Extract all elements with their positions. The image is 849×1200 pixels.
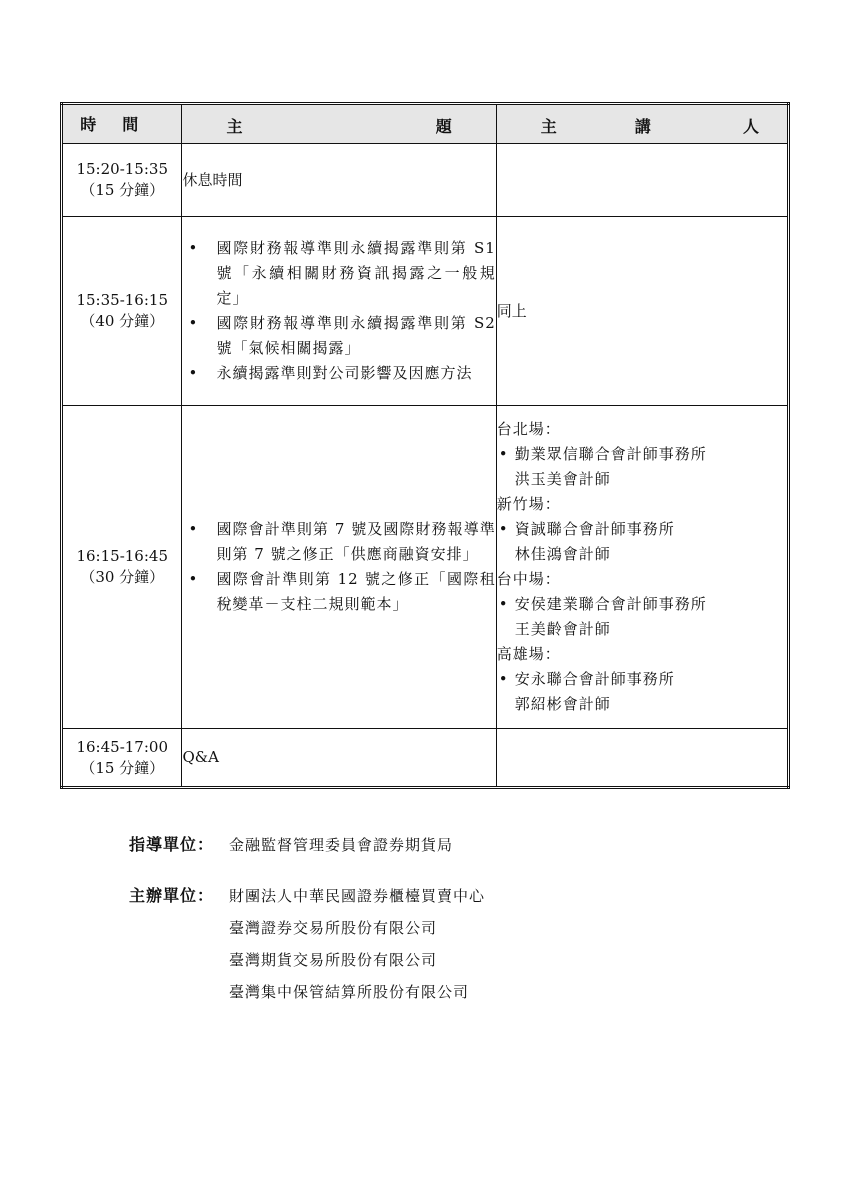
time-range: 16:45-17:00 bbox=[76, 737, 168, 756]
speaker-name: 王美齡會計師 bbox=[514, 620, 611, 638]
guide-line bbox=[129, 832, 485, 858]
speaker-cell bbox=[496, 729, 788, 788]
header-speaker-char-3: 人 bbox=[742, 117, 759, 136]
topic-cell bbox=[182, 144, 496, 217]
topic-cell bbox=[182, 406, 496, 729]
duration: （40 分鐘） bbox=[80, 312, 165, 330]
duration: （15 分鐘） bbox=[80, 758, 165, 777]
topic-list bbox=[182, 236, 495, 386]
header-speaker-char-1: 主 bbox=[540, 117, 557, 136]
topic-item: • 國際會計準則第 12 號之修正「國際租稅變革－支柱二規則範本」 bbox=[182, 567, 495, 617]
guide-org: 金融監督管理委員會證券期貨局 bbox=[229, 836, 454, 854]
topic-item: • 永續揭露準則對公司影響及因應方法 bbox=[182, 361, 495, 386]
host-line bbox=[129, 880, 485, 912]
host-org: 臺灣集中保管結算所股份有限公司 bbox=[229, 983, 470, 1001]
header-speaker bbox=[496, 104, 788, 144]
speaker-cell bbox=[496, 144, 788, 217]
speaker-cell bbox=[496, 217, 788, 406]
topic-cell bbox=[182, 729, 496, 788]
host-org: 臺灣期貨交易所股份有限公司 bbox=[229, 951, 438, 969]
venue-label: 台中場： bbox=[496, 570, 561, 588]
topic-text: Q&A bbox=[182, 748, 219, 766]
guide-label: 指導單位： bbox=[129, 835, 215, 854]
firm-name: • 安永聯合會計師事務所 bbox=[497, 667, 787, 692]
header-topic-char-1: 主 bbox=[226, 117, 243, 136]
topic-cell bbox=[182, 217, 496, 406]
header-time: 時間 bbox=[62, 104, 182, 144]
time-range: 16:15-16:45 bbox=[76, 547, 168, 565]
time-range: 15:35-16:15 bbox=[76, 291, 168, 309]
firm-name: • 勤業眾信聯合會計師事務所 bbox=[497, 442, 787, 467]
host-org: 財團法人中華民國證券櫃檯買賣中心 bbox=[229, 887, 486, 905]
table-row bbox=[62, 144, 789, 217]
time-cell bbox=[62, 406, 182, 729]
topic-item: • 國際財務報導準則永續揭露準則第 S1 號「永續相關財務資訊揭露之一般規定」 bbox=[182, 236, 495, 311]
speaker-name: 郭紹彬會計師 bbox=[514, 695, 611, 713]
header-speaker-char-2: 講 bbox=[634, 117, 651, 136]
host-label: 主辦單位： bbox=[129, 886, 215, 905]
table-row bbox=[62, 729, 789, 788]
time-cell bbox=[62, 217, 182, 406]
host-line bbox=[129, 976, 485, 1008]
duration: （15 分鐘） bbox=[80, 181, 165, 199]
header-topic bbox=[182, 104, 496, 144]
header-row bbox=[62, 104, 789, 144]
host-line bbox=[129, 912, 485, 944]
venue-label: 新竹場： bbox=[496, 495, 561, 513]
time-cell bbox=[62, 729, 182, 788]
topic-list bbox=[182, 517, 495, 617]
speaker-text: 同上 bbox=[496, 301, 527, 320]
firm-name: • 安侯建業聯合會計師事務所 bbox=[497, 592, 787, 617]
agenda-table bbox=[60, 102, 790, 789]
duration: （30 分鐘） bbox=[80, 568, 165, 586]
venue-label: 高雄場： bbox=[496, 645, 561, 663]
host-org: 臺灣證券交易所股份有限公司 bbox=[229, 919, 438, 937]
topic-text: 休息時間 bbox=[182, 170, 243, 189]
venue-label: 台北場： bbox=[496, 420, 561, 438]
table-row bbox=[62, 217, 789, 406]
topic-item: • 國際會計準則第 7 號及國際財務報導準則第 7 號之修正「供應商融資安排」 bbox=[182, 517, 495, 567]
speaker-name: 林佳鴻會計師 bbox=[514, 545, 611, 563]
time-range: 15:20-15:35 bbox=[76, 160, 168, 178]
firm-name: • 資誠聯合會計師事務所 bbox=[497, 517, 787, 542]
speaker-name: 洪玉美會計師 bbox=[514, 470, 611, 488]
table-row bbox=[62, 406, 789, 729]
topic-item: • 國際財務報導準則永續揭露準則第 S2 號「氣候相關揭露」 bbox=[182, 311, 495, 361]
organizers-block bbox=[129, 832, 485, 1008]
time-cell bbox=[62, 144, 182, 217]
host-line bbox=[129, 944, 485, 976]
header-topic-char-2: 題 bbox=[435, 117, 452, 136]
speaker-cell bbox=[496, 406, 788, 729]
